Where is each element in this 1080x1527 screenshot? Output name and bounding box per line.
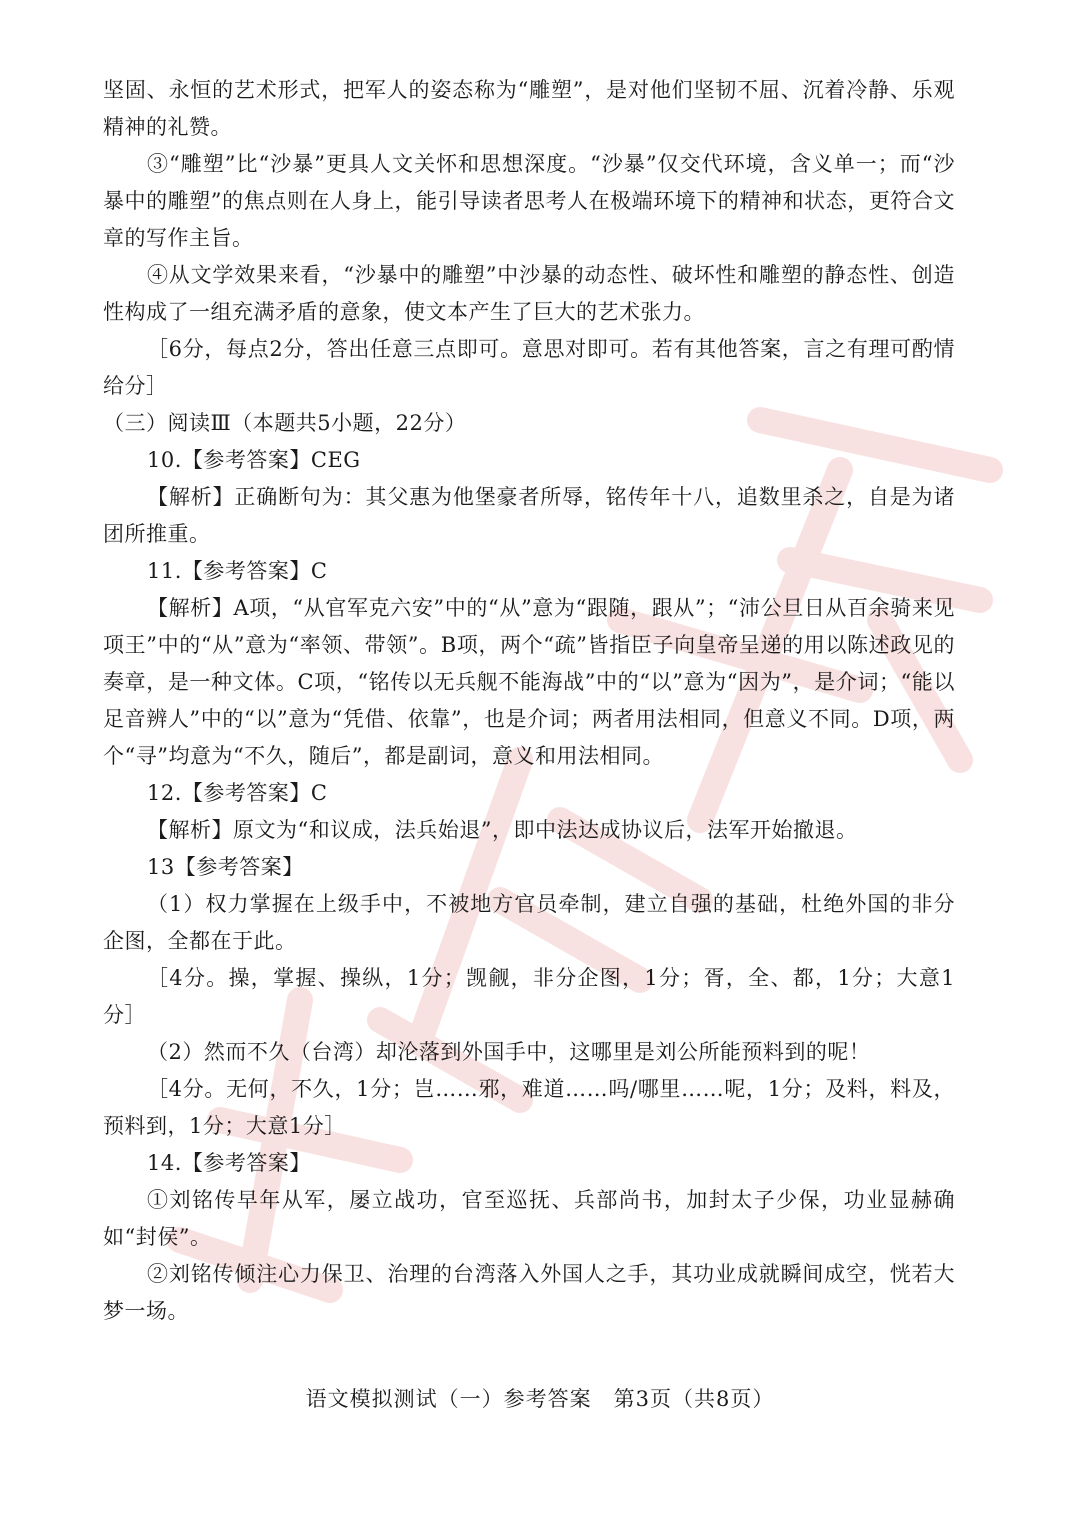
q12-analysis: 【解析】原文为“和议成，法兵始退”，即中法达成协议后，法军开始撤退。 [147, 818, 858, 842]
q13-answer: 13【参考答案】 [147, 855, 304, 879]
scoring-note: ［6分，每点2分，答出任意三点即可。意思对即可。若有其他答案，言之有理可酌情给分］ [103, 337, 955, 398]
paragraph-continuation: 坚固、永恒的艺术形式，把军人的姿态称为“雕塑”，是对他们坚韧不屈、沉着冷静、乐观精神的礼赞。 [103, 78, 955, 139]
q11-answer: 11.【参考答案】C [147, 559, 328, 583]
q10-analysis: 【解析】正确断句为：其父惠为他堡豪者所辱，铭传年十八，追数里杀之，自是为诸团所推重。 [103, 485, 955, 546]
paragraph-point-3: ③“雕塑”比“沙暴”更具人文关怀和思想深度。“沙暴”仅交代环境，含义单一；而“沙暴中的雕塑”的焦点则在人身上，能引导读者思考人在极端环境下的精神和状态，更符合文章的写作主旨。 [103, 152, 955, 250]
section-heading: （三）阅读Ⅲ（本题共5小题，22分） [103, 411, 467, 435]
paragraph-point-4: ④从文学效果来看，“沙暴中的雕塑”中沙暴的动态性、破坏性和雕塑的静态性、创造性构成了一组充满矛盾的意象，使文本产生了巨大的艺术张力。 [103, 263, 955, 324]
q14-answer: 14.【参考答案】 [147, 1151, 311, 1175]
q14-point-2: ②刘铭传倾注心力保卫、治理的台湾落入外国人之手，其功业成就瞬间成空，恍若大梦一场。 [103, 1262, 955, 1323]
q13-part-2: （2）然而不久（台湾）却沦落到外国手中，这哪里是刘公所能预料到的呢！ [147, 1040, 871, 1064]
q11-analysis: 【解析】A项，“从官军克六安”中的“从”意为“跟随，跟从”；“沛公旦日从百余骑来见项王”中的“从”意为“率领、带领”。B项，两个“疏”皆指臣子向皇帝呈递的用以陈述政见的奏章，是一种文体。C项，“铭传以无兵舰不能海战”中的“以”意为“因为”，是介词；“能以足音辨人”中的“以”意为“凭借、依靠”，也是介词；两者用法相同，但意义不同。D项，两个“寻”均意为“不久，随后”，都是副词，意义和用法相同。 [103, 596, 955, 768]
q13-part-1-score: ［4分。操，掌握、操纵，1分；觊觎，非分企图，1分；胥，全、都，1分；大意1分］ [103, 966, 955, 1027]
answer-page-body [103, 72, 955, 1330]
q10-answer: 10.【参考答案】CEG [147, 448, 361, 472]
q14-point-1: ①刘铭传早年从军，屡立战功，官至巡抚、兵部尚书，加封太子少保，功业显赫确如“封侯”。 [103, 1188, 955, 1249]
q12-answer: 12.【参考答案】C [147, 781, 328, 805]
q13-part-2-score: ［4分。无何，不久，1分；岂……邪，难道……吗/哪里……呢，1分；及料，料及，预料到，1分；大意1分］ [103, 1077, 955, 1138]
q13-part-1: （1）权力掌握在上级手中，不被地方官员牵制，建立自强的基础，杜绝外国的非分企图，全都在于此。 [103, 892, 955, 953]
page-footer: 语文模拟测试（一）参考答案 第3页（共8页） [305, 1387, 775, 1411]
